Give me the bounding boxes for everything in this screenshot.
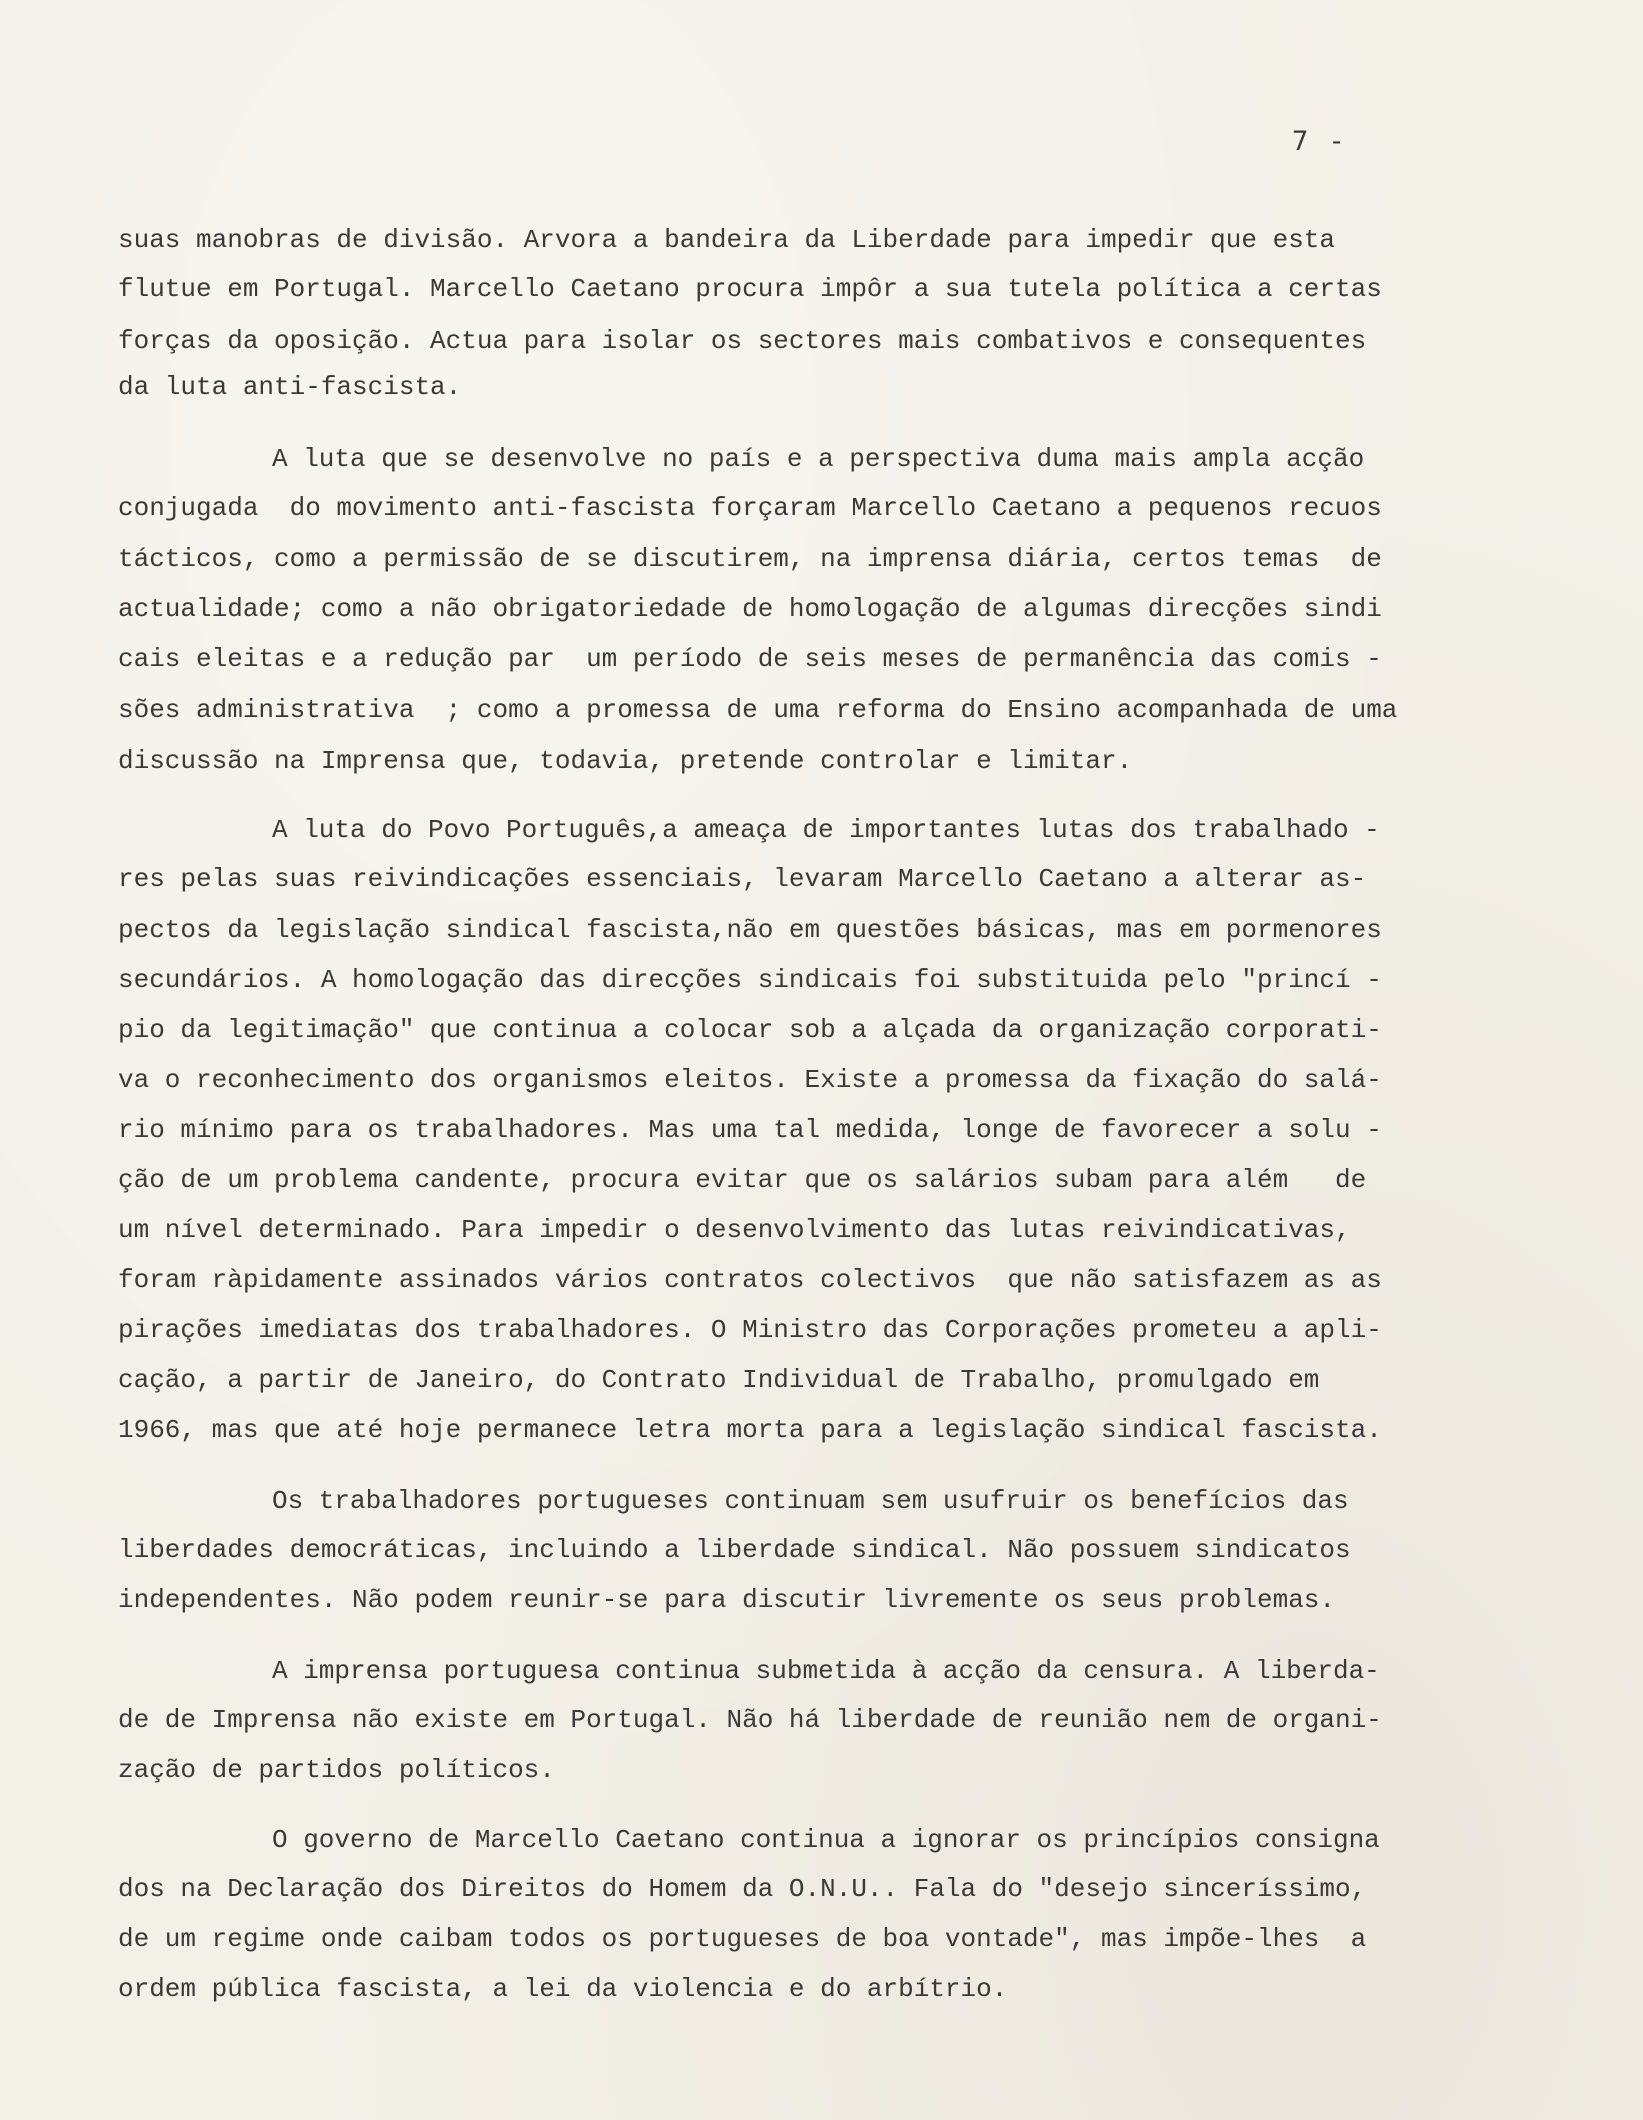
text-line: rio mínimo para os trabalhadores. Mas uma tal medida, longe de favorecer a solu - — [118, 1115, 1382, 1145]
text-line: A luta que se desenvolve no país e a perspectiva duma mais ampla acção — [272, 444, 1365, 474]
text-line: cais eleitas e a redução par um período de seis meses de permanência das comis - — [118, 644, 1382, 674]
text-line: tácticos, como a permissão de se discutirem, na imprensa diária, certos temas de — [118, 544, 1382, 574]
text-line: independentes. Não podem reunir-se para discutir livremente os seus problemas. — [118, 1585, 1335, 1615]
text-line: 1966, mas que até hoje permanece letra morta para a legislação sindical fascista. — [118, 1415, 1382, 1445]
text-line: flutue em Portugal. Marcello Caetano procura impôr a sua tutela política a certas — [118, 274, 1382, 304]
text-line: zação de partidos políticos. — [118, 1755, 555, 1785]
text-line: va o reconhecimento dos organismos eleitos. Existe a promessa da fixação do salá- — [118, 1065, 1382, 1095]
text-line: actualidade; como a não obrigatoriedade de homologação de algumas direcções sindi — [118, 594, 1382, 624]
text-line: conjugada do movimento anti-fascista forçaram Marcello Caetano a pequenos recuos — [118, 493, 1382, 523]
text-line: secundários. A homologação das direcções sindicais foi substituida pelo "princí - — [118, 965, 1382, 995]
text-line: pirações imediatas dos trabalhadores. O Ministro das Corporações prometeu a apli- — [118, 1315, 1382, 1345]
text-line: cação, a partir de Janeiro, do Contrato Individual de Trabalho, promulgado em — [118, 1365, 1320, 1395]
text-line: de de Imprensa não existe em Portugal. Não há liberdade de reunião nem de organi- — [118, 1705, 1382, 1735]
text-line: A luta do Povo Português,a ameaça de importantes lutas dos trabalhado - — [272, 815, 1380, 845]
text-line: ordem pública fascista, a lei da violencia e do arbítrio. — [118, 1974, 1008, 2004]
page-number: 7 - — [1292, 126, 1347, 157]
text-line: de um regime onde caibam todos os portugueses de boa vontade", mas impõe-lhes a — [118, 1924, 1367, 1954]
text-line: um nível determinado. Para impedir o desenvolvimento das lutas reivindicativas, — [118, 1215, 1351, 1245]
text-line: foram ràpidamente assinados vários contratos colectivos que não satisfazem as as — [118, 1265, 1382, 1295]
text-line: suas manobras de divisão. Arvora a bandeira da Liberdade para impedir que esta — [118, 225, 1335, 255]
text-line: res pelas suas reivindicações essenciais, levaram Marcello Caetano a alterar as- — [118, 864, 1367, 894]
text-line: A imprensa portuguesa continua submetida à acção da censura. A liberda- — [272, 1656, 1380, 1686]
text-line: liberdades democráticas, incluindo a liberdade sindical. Não possuem sindicatos — [118, 1535, 1351, 1565]
text-line: pio da legitimação" que continua a colocar sob a alçada da organização corporati- — [118, 1015, 1382, 1045]
text-line: da luta anti-fascista. — [118, 372, 462, 402]
text-line: ção de um problema candente, procura evitar que os salários subam para além de — [118, 1165, 1367, 1195]
text-line: pectos da legislação sindical fascista,não em questões básicas, mas em pormenores — [118, 915, 1382, 945]
text-line: forças da oposição. Actua para isolar os sectores mais combativos e consequentes — [118, 326, 1367, 356]
text-line: dos na Declaração dos Direitos do Homem da O.N.U.. Fala do "desejo sinceríssimo, — [118, 1874, 1367, 1904]
text-line: discussão na Imprensa que, todavia, pretende controlar e limitar. — [118, 746, 1133, 776]
text-line: Os trabalhadores portugueses continuam sem usufruir os benefícios das — [272, 1486, 1349, 1516]
text-line: O governo de Marcello Caetano continua a ignorar os princípios consigna — [272, 1825, 1380, 1855]
text-line: sões administrativa ; como a promessa de uma reforma do Ensino acompanhada de uma — [118, 695, 1398, 725]
